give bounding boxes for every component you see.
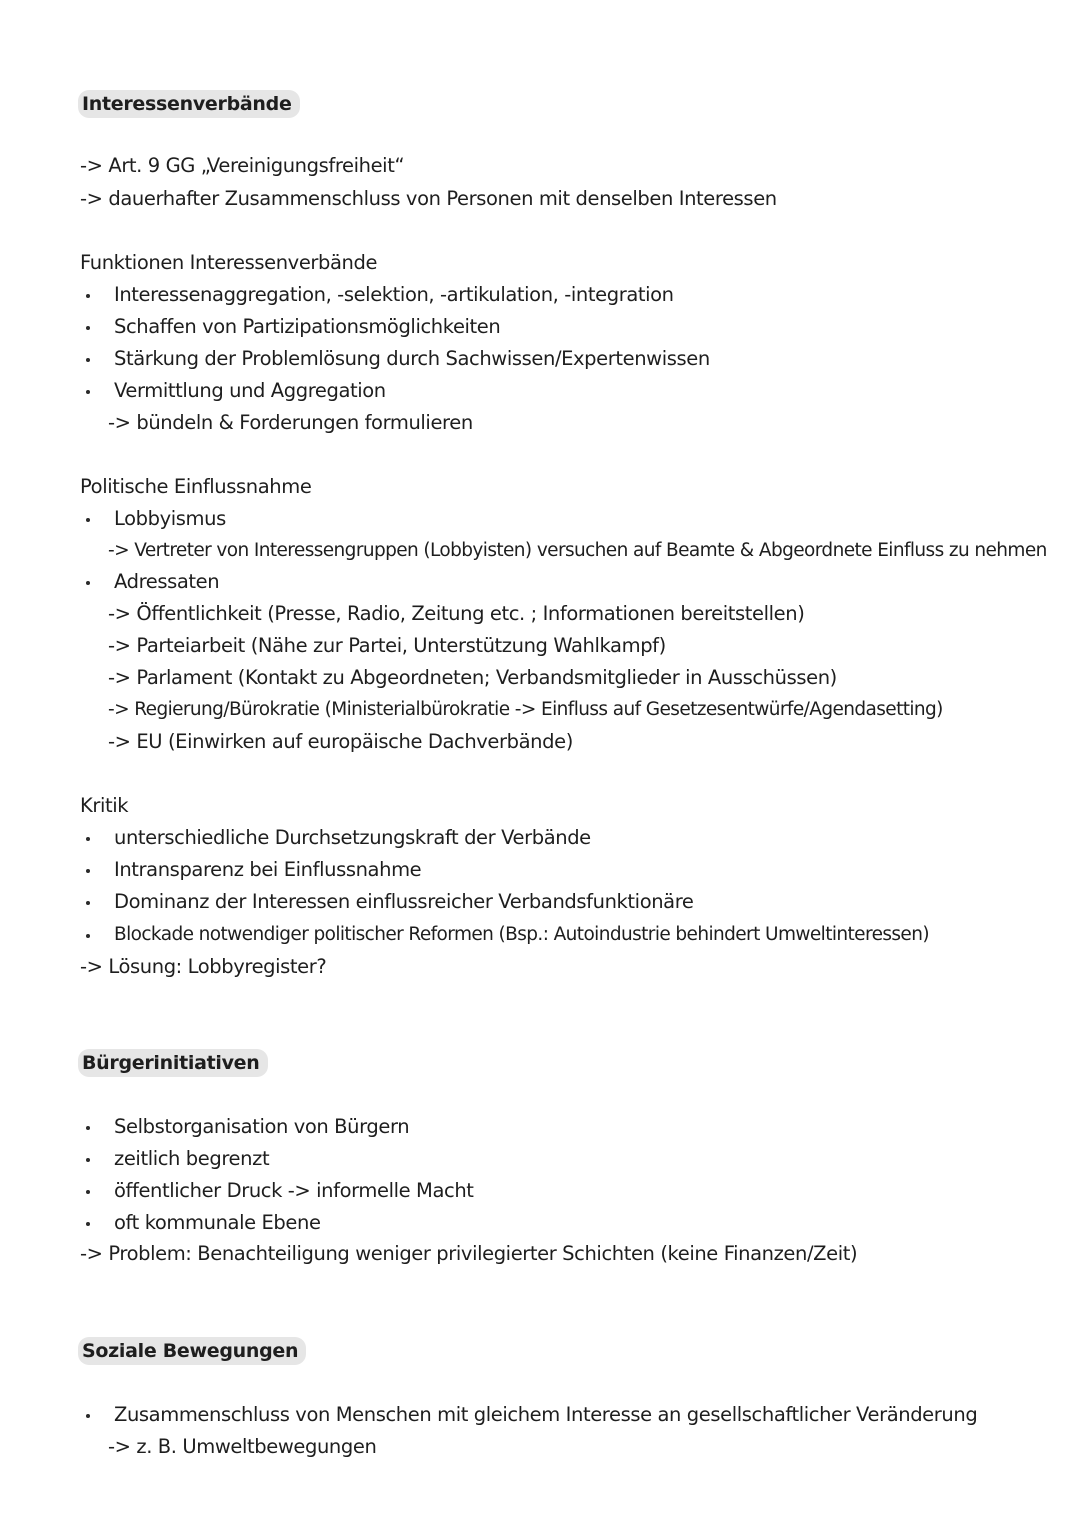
critique-item-1: unterschiedliche Durchsetzungskraft der Verbände	[114, 826, 591, 849]
section-heading-soziale-bewegungen: Soziale Bewegungen	[78, 1337, 306, 1365]
bullet-dot	[86, 901, 90, 905]
critique-item-3: Dominanz der Interessen einflussreicher Verbandsfunktionäre	[114, 890, 694, 913]
influence-title: Politische Einflussnahme	[80, 475, 312, 498]
soziale-bewegungen-item-1: Zusammenschluss von Menschen mit gleichem Interesse an gesellschaftlicher Veränderung	[114, 1403, 978, 1426]
soziale-bewegungen-subline: -> z. B. Umweltbewegungen	[108, 1435, 377, 1458]
bullet-dot	[86, 1222, 90, 1226]
critique-conclusion: -> Lösung: Lobbyregister?	[80, 955, 327, 978]
buergerinitiativen-item-3: öffentlicher Druck -> informelle Macht	[114, 1179, 474, 1202]
bullet-dot	[86, 518, 90, 522]
bullet-dot	[86, 934, 90, 938]
functions-item-4: Vermittlung und Aggregation	[114, 379, 386, 402]
functions-subline: -> bündeln & Forderungen formulieren	[108, 411, 473, 434]
bullet-dot	[86, 390, 90, 394]
buergerinitiativen-item-2: zeitlich begrenzt	[114, 1147, 270, 1170]
influence-item-adressaten: Adressaten	[114, 570, 220, 593]
critique-title: Kritik	[80, 794, 129, 817]
adressaten-sub-3: -> Parlament (Kontakt zu Abgeordneten; Verbandsmitglieder in Ausschüssen)	[108, 666, 837, 689]
section-heading-interessenverbaende: Interessenverbände	[78, 90, 300, 118]
functions-title: Funktionen Interessenverbände	[80, 251, 378, 274]
buergerinitiativen-conclusion: -> Problem: Benachteiligung weniger privilegierter Schichten (keine Finanzen/Zeit)	[80, 1242, 858, 1265]
critique-item-4: Blockade notwendiger politischer Reformen (Bsp.: Autoindustrie behindert Umweltinteressen)	[114, 924, 929, 945]
bullet-dot	[86, 1190, 90, 1194]
bullet-dot	[86, 326, 90, 330]
functions-item-1: Interessenaggregation, -selektion, -artikulation, -integration	[114, 283, 674, 306]
critique-item-2: Intransparenz bei Einflussnahme	[114, 858, 422, 881]
adressaten-sub-5: -> EU (Einwirken auf europäische Dachverbände)	[108, 730, 573, 753]
bullet-dot	[86, 358, 90, 362]
buergerinitiativen-item-1: Selbstorganisation von Bürgern	[114, 1115, 410, 1138]
bullet-dot	[86, 837, 90, 841]
intro-line-2: -> dauerhafter Zusammenschluss von Personen mit denselben Interessen	[80, 187, 777, 210]
bullet-dot	[86, 294, 90, 298]
adressaten-sub-4: -> Regierung/Bürokratie (Ministerialbürokratie -> Einfluss auf Gesetzesentwürfe/Agendasetting)	[108, 699, 943, 720]
bullet-dot	[86, 1158, 90, 1162]
intro-line-1: -> Art. 9 GG „Vereinigungsfreiheit“	[80, 154, 405, 177]
section-heading-buergerinitiativen: Bürgerinitiativen	[78, 1049, 268, 1077]
functions-item-3: Stärkung der Problemlösung durch Sachwissen/Expertenwissen	[114, 347, 710, 370]
influence-lobbyismus-sub: -> Vertreter von Interessengruppen (Lobbyisten) versuchen auf Beamte & Abgeordnete Einfluss zu nehmen	[108, 540, 1047, 561]
buergerinitiativen-item-4: oft kommunale Ebene	[114, 1211, 321, 1234]
adressaten-sub-1: -> Öffentlichkeit (Presse, Radio, Zeitung etc. ; Informationen bereitstellen)	[108, 602, 805, 625]
bullet-dot	[86, 869, 90, 873]
bullet-dot	[86, 1126, 90, 1130]
functions-item-2: Schaffen von Partizipationsmöglichkeiten	[114, 315, 501, 338]
bullet-dot	[86, 581, 90, 585]
adressaten-sub-2: -> Parteiarbeit (Nähe zur Partei, Unterstützung Wahlkampf)	[108, 634, 666, 657]
influence-item-lobbyismus: Lobbyismus	[114, 507, 226, 530]
bullet-dot	[86, 1414, 90, 1418]
